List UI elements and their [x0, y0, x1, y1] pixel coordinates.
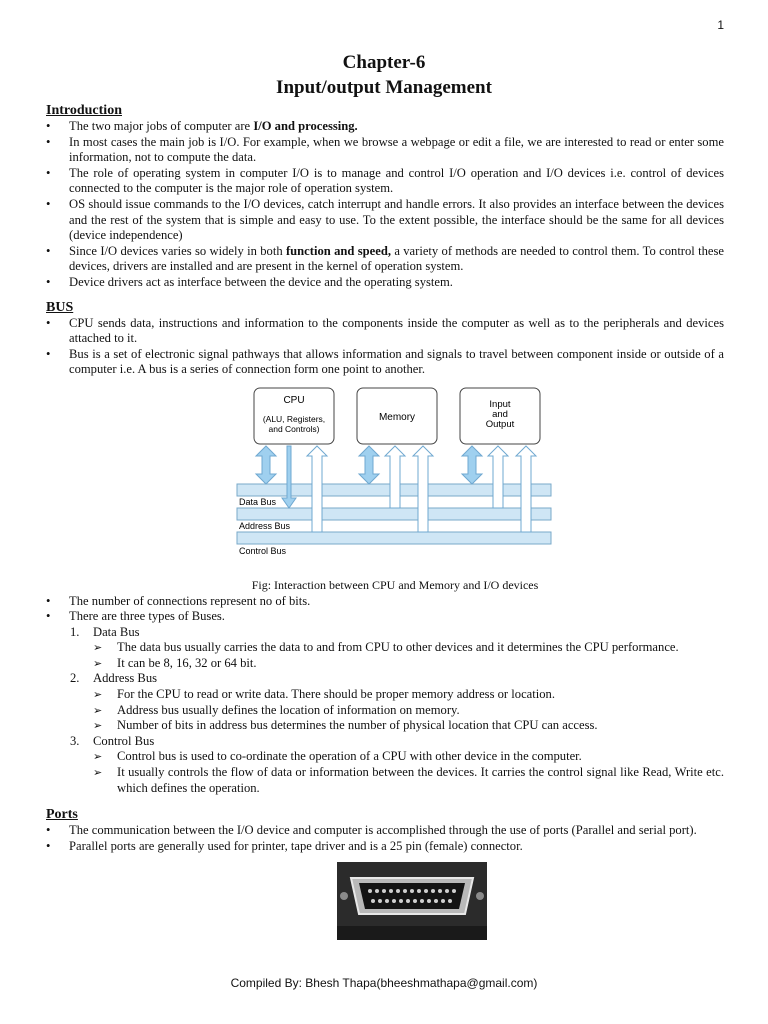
- address-bus-label: Address Bus: [239, 520, 291, 531]
- list-item: • The role of operating system in computer I/O is to manage and control I/O operation and I/O devices i.e. control of devices connected to the computer is the major role of operation system.: [69, 166, 724, 197]
- chapter-heading: Chapter-6: [342, 52, 426, 73]
- memory-label: Memory: [378, 411, 416, 423]
- item-number: 1.: [70, 624, 80, 639]
- list-item: ➢ For the CPU to read or write data. There should be proper memory address or location.: [117, 687, 724, 703]
- section-heading-introduction: Introduction: [46, 103, 122, 118]
- port-shadow: [337, 926, 487, 940]
- list-item: • Device drivers act as interface between the device and the operating system.: [69, 275, 724, 291]
- cpu-label: CPU: [283, 394, 305, 406]
- memory-address-arrow: [385, 446, 405, 508]
- parallel-port-svg: [337, 862, 487, 940]
- list-item: • The communication between the I/O device and computer is accomplished through the use of ports (Parallel and serial port).: [69, 823, 724, 839]
- io-data-arrow: [462, 446, 482, 484]
- io-label: and: [492, 408, 508, 420]
- bus-list: [46, 316, 724, 378]
- list-item: • There are three types of Buses.: [69, 609, 724, 625]
- list-item: • CPU sends data, instructions and information to the components inside the computer as well as to the peripherals and devices attached to it.: [69, 316, 724, 347]
- list-item: • OS should issue commands to the I/O devices, catch interrupt and handle errors. It also provides an interface between the devices and the rest of the system that is simple and easy to use. To the extent possible, the interface should be the same for all devices (device independence): [69, 197, 724, 244]
- bold-text: function and speed,: [285, 243, 391, 258]
- screw-left: [340, 892, 348, 900]
- text-run: The two major jobs of computer are: [69, 119, 254, 133]
- section-heading-ports: Ports: [46, 807, 78, 823]
- list-item: ➢ Number of bits in address bus determines the number of physical location that CPU can access.: [117, 718, 724, 734]
- list-item: [69, 244, 724, 275]
- item-number: 2.: [70, 671, 80, 686]
- document-body: [46, 102, 724, 940]
- footer-credit: Compiled By: Bhesh Thapa(bheeshmathapa@gmail.com): [230, 976, 538, 990]
- list-item: • In most cases the main job is I/O. For example, when we browse a webpage or edit a file, we are interested to read or enter some information, not to compute the data.: [69, 135, 724, 166]
- io-address-arrow: [488, 446, 508, 508]
- item-number: 3.: [70, 733, 80, 748]
- parallel-port-image: [337, 862, 487, 940]
- bus-type-points: [93, 687, 724, 734]
- bus-diagram: [233, 384, 563, 580]
- list-item: ➢ Address bus usually defines the location of information on memory.: [117, 703, 724, 719]
- control-bus-bar: [237, 532, 551, 544]
- bus-type-name: Address Bus: [93, 671, 158, 686]
- bus-type-points: [93, 640, 724, 671]
- list-item: • The number of connections represent no of bits.: [69, 594, 724, 610]
- list-item: ➢ Control bus is used to co-ordinate the operation of a CPU with other device in the computer.: [117, 749, 724, 765]
- ports-list: [46, 823, 724, 854]
- list-item: ➢ It can be 8, 16, 32 or 64 bit.: [117, 656, 724, 672]
- cpu-sub-label: and Controls): [268, 423, 320, 434]
- list-item: [69, 119, 724, 135]
- address-bus-bar: [237, 508, 551, 520]
- section-heading-bus: BUS: [46, 299, 74, 315]
- bus-type-points: [93, 749, 724, 796]
- bus-type-item: [70, 624, 724, 672]
- text-run: Since I/O devices varies so widely in both: [69, 243, 286, 258]
- bold-text: I/O and processing.: [253, 119, 358, 133]
- bus-type-item: [70, 671, 724, 733]
- bus-types-list: [46, 625, 724, 797]
- figure-caption: Fig: Interaction between CPU and Memory and I/O devices: [251, 577, 539, 592]
- list-item: ➢ It usually controls the flow of data or information between the devices. It carries the control signal like Read, Write etc. which defines the operation.: [117, 765, 724, 796]
- port-cavity: [359, 883, 465, 909]
- bus-type-name: Control Bus: [93, 733, 155, 748]
- list-item: • Parallel ports are generally used for printer, tape driver and is a 25 pin (female) connector.: [69, 839, 724, 855]
- page-number: 1: [717, 18, 724, 32]
- control-bus-label: Control Bus: [239, 545, 287, 556]
- memory-data-arrow: [359, 446, 379, 484]
- page-title: Input/output Management: [276, 77, 492, 98]
- io-label: Input: [489, 398, 511, 410]
- list-item: ➢ The data bus usually carries the data to and from CPU to other devices and it determines the CPU performance.: [117, 640, 724, 656]
- bus-diagram-svg: [233, 384, 563, 580]
- bus-info-list: [46, 594, 724, 625]
- screw-right: [476, 892, 484, 900]
- io-label: Output: [485, 418, 515, 430]
- cpu-address-arrow: [282, 446, 296, 508]
- intro-list: [46, 119, 724, 291]
- cpu-data-arrow: [256, 446, 276, 484]
- list-item: • Bus is a set of electronic signal pathways that allows information and signals to travel between component inside or outside of a computer i.e. A bus is a series of connection form one point to another.: [69, 347, 724, 378]
- data-bus-label: Data Bus: [239, 496, 277, 507]
- text-run: a variety of methods are needed to control them. To control these devices, drivers are installed and are present in the kernel of operation system.: [69, 243, 725, 274]
- cpu-sub-label: (ALU, Registers,: [262, 413, 326, 424]
- bus-type-name: Data Bus: [93, 624, 140, 639]
- bus-type-item: [70, 733, 724, 796]
